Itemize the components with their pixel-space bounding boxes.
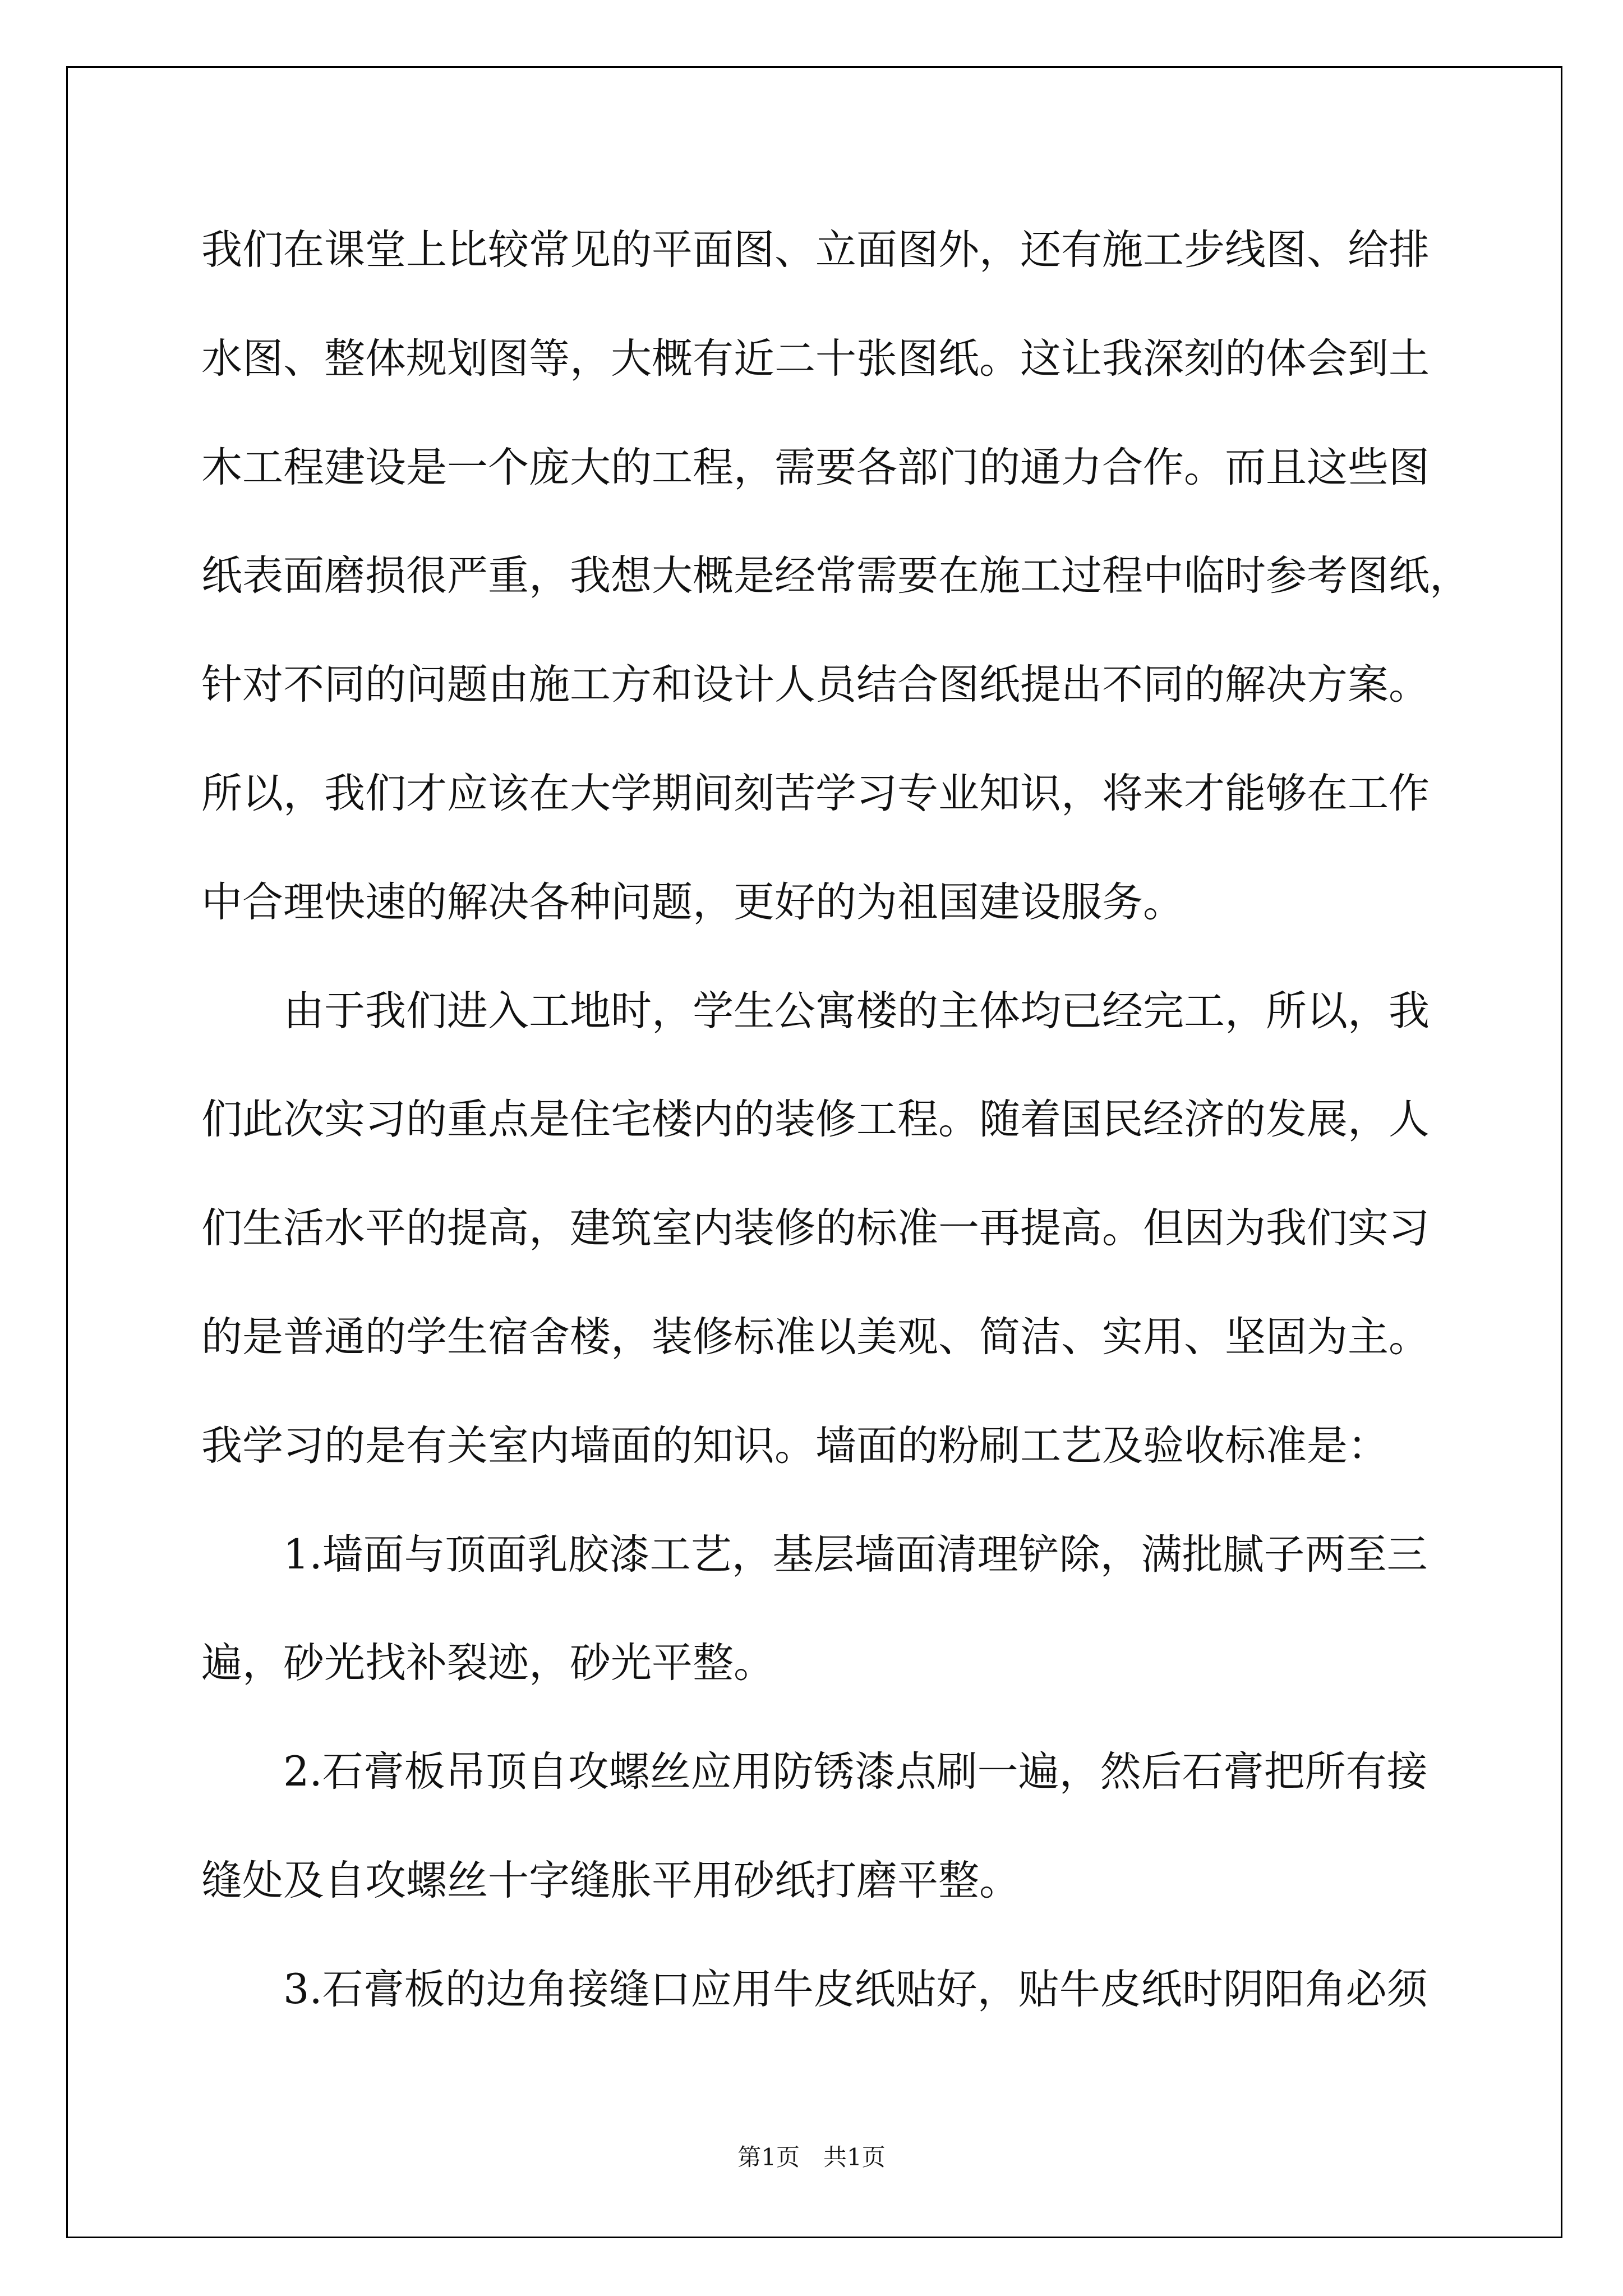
list-item-3 xyxy=(201,1935,1491,2044)
text-line: 1.墙面与顶面乳胶漆工艺，基层墙面清理铲除，满批腻子两至三 xyxy=(283,1530,1428,1579)
paragraph-1 xyxy=(201,196,1491,957)
text-line: 所以，我们才应该在大学期间刻苦学习专业知识，将来才能够在工作 xyxy=(201,769,1430,817)
text-line: 缝处及自攻螺丝十字缝胀平用砂纸打磨平整。 xyxy=(201,1856,1020,1904)
paragraph-2 xyxy=(201,957,1491,1501)
text-line: 们生活水平的提高，建筑室内装修的标准一再提高。但因为我们实习 xyxy=(201,1204,1430,1253)
text-line: 我们在课堂上比较常见的平面图、立面图外，还有施工步线图、给排 xyxy=(201,226,1430,274)
list-item-1 xyxy=(201,1501,1491,1718)
list-item-2 xyxy=(201,1718,1491,1935)
text-line: 2.石膏板吊顶自攻螺丝应用防锈漆点刷一遍，然后石膏把所有接 xyxy=(283,1748,1428,1796)
body-text xyxy=(201,196,1491,2044)
text-line: 木工程建设是一个庞大的工程，需要各部门的通力合作。而且这些图 xyxy=(201,443,1430,491)
text-line: 水图、整体规划图等，大概有近二十张图纸。这让我深刻的体会到土 xyxy=(201,334,1430,383)
text-line: 3.石膏板的边角接缝口应用牛皮纸贴好，贴牛皮纸时阴阳角必须 xyxy=(283,1965,1428,2013)
page-footer: 第1页 共1页 xyxy=(737,2143,886,2171)
text-line: 我学习的是有关室内墙面的知识。墙面的粉刷工艺及验收标准是： xyxy=(201,1421,1389,1470)
text-line: 们此次实习的重点是住宅楼内的装修工程。随着国民经济的发展，人 xyxy=(201,1096,1430,1144)
text-line: 的是普通的学生宿舍楼，装修标准以美观、简洁、实用、坚固为主。 xyxy=(201,1313,1430,1361)
text-line: 由于我们进入工地时，学生公寓楼的主体均已经完工，所以，我 xyxy=(283,987,1430,1035)
text-line: 中合理快速的解决各种问题，更好的为祖国建设服务。 xyxy=(201,878,1184,926)
text-line: 遍，砂光找补裂迹，砂光平整。 xyxy=(201,1639,774,1687)
text-line: 针对不同的问题由施工方和设计人员结合图纸提出不同的解决方案。 xyxy=(201,661,1430,709)
text-line: 纸表面磨损很严重，我想大概是经常需要在施工过程中临时参考图纸， xyxy=(201,552,1470,600)
